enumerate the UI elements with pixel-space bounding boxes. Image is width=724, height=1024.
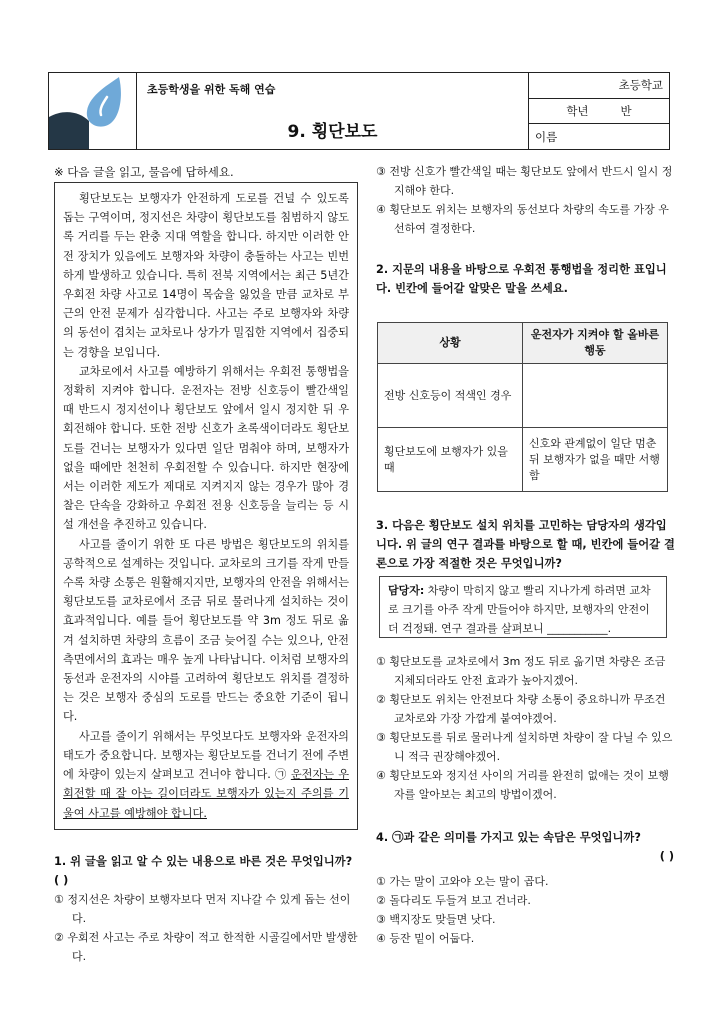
question-4 — [376, 828, 676, 948]
question-2-text: 2. 지문의 내용을 바탕으로 우회전 통행법을 정리한 표입니다. 빈칸에 들어갈 알맞은 말을 쓰세요. — [376, 263, 667, 295]
question-4-option-3[interactable]: ③ 백지장도 맞들면 낫다. — [376, 913, 496, 926]
question-1-option-2[interactable]: ② 우회전 사고는 주로 차량이 적고 한적한 시골길에서만 발생한다. — [54, 931, 358, 963]
question-1 — [54, 852, 358, 966]
grade-label: 학년 — [566, 104, 589, 118]
question-4-option-2[interactable]: ② 돌다리도 두들겨 보고 건너라. — [376, 894, 531, 907]
row-2-situation: 횡단보도에 보행자가 있을 때 — [378, 428, 523, 492]
answer-blank-cell[interactable] — [523, 364, 668, 428]
grade-class-field[interactable] — [529, 99, 669, 125]
worksheet-subtitle: 초등학생을 위한 독해 연습 — [147, 83, 276, 96]
table-row — [378, 428, 668, 492]
question-1-option-3[interactable]: ③ 전방 신호가 빨간색일 때는 횡단보도 앞에서 반드시 일시 정지해야 한다. — [376, 165, 673, 197]
table-row — [378, 364, 668, 428]
passage-paragraph-4 — [63, 727, 349, 823]
question-1-option-1[interactable]: ① 정지선은 차량이 보행자보다 먼저 지나갈 수 있게 돕는 선이다. — [54, 893, 351, 925]
droplet-logo-icon — [49, 73, 137, 149]
question-3-options — [376, 652, 676, 804]
question-1-text: 1. 위 글을 읽고 알 수 있는 내용으로 바른 것은 무엇입니까? ( ) — [54, 855, 353, 887]
title-cell — [137, 73, 529, 149]
dialog-text: 차량이 막히지 않고 빨리 지나가게 하려면 교차로 크기를 아주 작게 만들어야 하지만, 보행자의 안전이 더 걱정돼. 연구 결과를 살펴보니 ___________. — [388, 584, 651, 635]
name-label: 이름 — [535, 129, 558, 144]
passage-paragraph-4-text: 사고를 줄이기 위해서는 무엇보다도 보행자와 운전자의 태도가 중요합니다. 보행자는 횡단보도를 건너기 전에 주변에 차량이 있는지 살펴보고 건너야 합니다. ㉠ — [63, 729, 349, 782]
question-4-text: 4. ㉠과 같은 의미를 가지고 있는 속담은 무엇입니까? — [376, 831, 641, 844]
question-3-option-4[interactable]: ④ 횡단보도와 정지선 사이의 거리를 완전히 없애는 것이 보행자를 알아보는 최고의 방법이겠어. — [376, 769, 669, 801]
question-4-option-4[interactable]: ④ 등잔 밑이 어둡다. — [376, 932, 475, 945]
question-4-option-1[interactable]: ① 가는 말이 고와야 오는 말이 곱다. — [376, 875, 549, 888]
school-label: 초등학교 — [618, 78, 663, 93]
name-field[interactable] — [529, 124, 669, 149]
passage-paragraph-1: 횡단보도는 보행자가 안전하게 도로를 건널 수 있도록 돕는 구역이며, 정지선은 차량이 횡단보도를 침범하지 않도록 거리를 두는 완충 지대 역할을 합니다. 하지만 이러한 안전 장치가 있음에도 보행자와 차량이 충돌하는 사고는 빈번하게 발생하고 있습니다. 특히 전북 지역에서는 최근 5년간 우회전 차량 사고로 14명이 목숨을 잃었을 만큼 교차로 부근의 안전 문제가 심각합니다. 사고는 주로 보행자와 차량의 동선이 겹치는 교차로나 상가가 밀집한 지역에서 집중되는 경향을 보입니다. — [63, 192, 349, 359]
passage-paragraph-3: 사고를 줄이기 위한 또 다른 방법은 횡단보도의 위치를 공학적으로 설계하는 것입니다. 교차로의 크기를 작게 만들수록 차량 소통은 원활해지지만, 보행자의 안전을 위해서는 횡단보도를 교차로에서 조금 뒤로 물러나게 설치하는 것이 효과적입니다. 예를 들어 횡단보도를 약 3m 정도 뒤로 옮겨 설치하면 차량의 흐름이 조금 늦어질 수는 있으나, 안전 측면에서의 효과는 매우 높게 나타납니다. 이처럼 보행자의 동선과 운전자의 시야를 고려하여 횡단보도 위치를 결정하는 것은 보행자 중심의 도로를 만드는 중요한 기준이 됩니다. — [63, 537, 349, 724]
question-3 — [376, 516, 676, 573]
question-3-option-3[interactable]: ③ 횡단보도를 뒤로 물러나게 설치하면 차량이 잘 다닐 수 있으니 적극 권장해야겠어. — [376, 731, 673, 763]
instruction: ※ 다음 글을 읽고, 물음에 답하세요. — [54, 165, 234, 179]
worksheet-header — [48, 72, 670, 150]
row-1-situation: 전방 신호등이 적색인 경우 — [378, 364, 523, 428]
official-dialog-box — [379, 576, 667, 638]
question-4-options — [376, 872, 676, 948]
right-turn-rules-table — [377, 322, 668, 492]
question-3-option-2[interactable]: ② 횡단보도 위치는 안전보다 차량 소통이 중요하니까 무조건 교차로와 가장 가깝게 붙여야겠어. — [376, 693, 666, 725]
reading-passage — [54, 182, 358, 830]
question-3-text: 3. 다음은 횡단보도 설치 위치를 고민하는 담당자의 생각입니다. 위 글의 연구 결과를 바탕으로 할 때, 빈칸에 들어갈 결론으로 가장 적절한 것은 무엇입니까? — [376, 519, 675, 570]
student-info — [529, 73, 669, 149]
table-header-row — [378, 323, 668, 364]
speaker-label: 담당자: — [388, 584, 425, 597]
column-header-action: 운전자가 지켜야 할 올바른 행동 — [523, 323, 668, 364]
passage-paragraph-2: 교차로에서 사고를 예방하기 위해서는 우회전 통행법을 정확히 지켜야 합니다. 운전자는 전방 신호등이 빨간색일 때 반드시 정지선이나 횡단보도 앞에서 일시 정지한 뒤 우회전해야 합니다. 또한 전방 신호가 초록색이더라도 횡단보도를 건너는 보행자가 있다면 일단 멈춰야 하며, 보행자가 없을 때에만 천천히 우회전할 수 있습니다. 하지만 현장에서는 이러한 제도가 제대로 지켜지지 않는 경우가 많아 경찰은 단속을 강화하고 우회전 전용 신호등을 늘리는 등 시설 개선을 추진하고 있습니다. — [63, 364, 349, 532]
question-2 — [376, 260, 676, 298]
underlined-sentence: 운전자는 우회전할 때 잘 아는 길이더라도 보행자가 있는지 주의를 기울여 사고를 예방해야 합니다. — [63, 768, 350, 820]
question-1-continued — [376, 162, 676, 238]
column-header-situation: 상황 — [378, 323, 523, 364]
row-2-action: 신호와 관계없이 일단 멈춘 뒤 보행자가 없을 때만 서행함 — [523, 428, 668, 492]
class-label: 반 — [620, 104, 632, 118]
school-field[interactable] — [529, 73, 669, 99]
question-3-option-1[interactable]: ① 횡단보도를 교차로에서 3m 정도 뒤로 옮기면 차량은 조금 지체되더라도 안전 효과가 높아지겠어. — [376, 655, 666, 687]
answer-parentheses[interactable]: ( ) — [659, 850, 674, 863]
page-title: 9. 횡단보도 — [287, 122, 378, 142]
question-1-option-4[interactable]: ④ 횡단보도 위치는 보행자의 동선보다 차량의 속도를 가장 우선하여 결정한다. — [376, 203, 669, 235]
